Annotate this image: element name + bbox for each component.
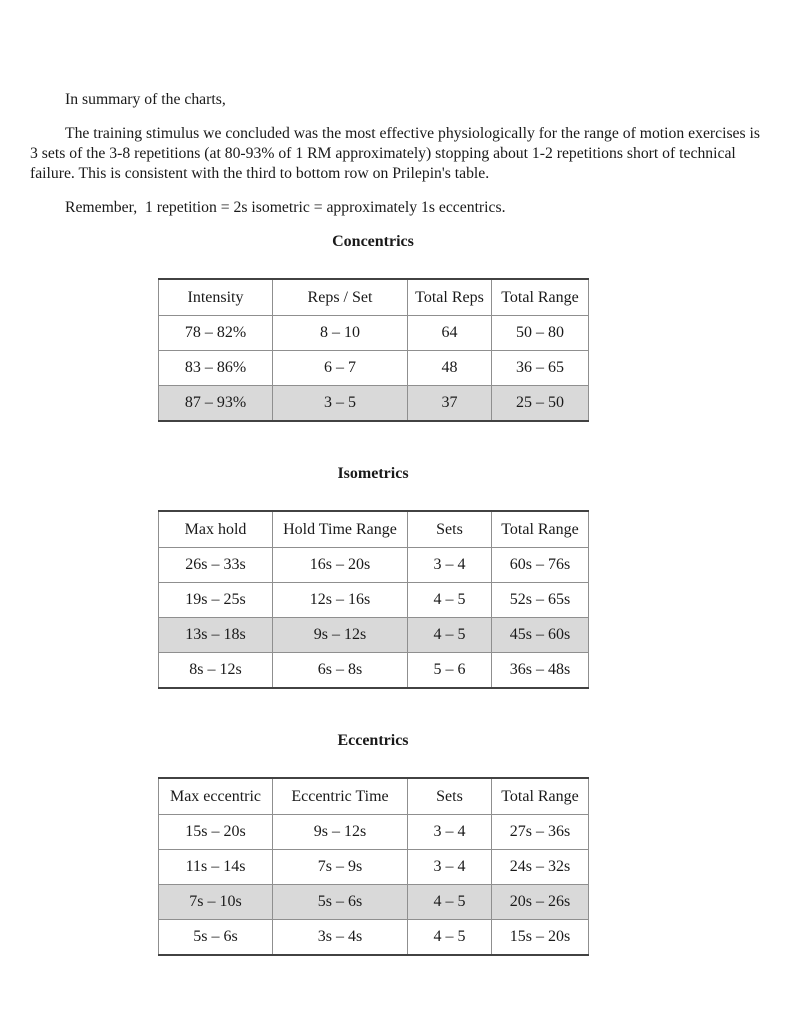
table-cell: 4 – 5 xyxy=(408,885,492,920)
table-row xyxy=(159,885,589,920)
eccentrics-title: Eccentrics xyxy=(337,732,409,749)
header-cell-total-range: Total Range xyxy=(492,511,589,548)
table-cell: 5s – 6s xyxy=(273,885,408,920)
table-cell: 9s – 12s xyxy=(273,815,408,850)
table-cell: 15s – 20s xyxy=(492,920,589,956)
table-row xyxy=(159,815,589,850)
table-row xyxy=(159,386,589,422)
table-cell: 7s – 9s xyxy=(273,850,408,885)
eccentrics-table xyxy=(158,777,589,956)
table-row xyxy=(159,583,589,618)
header-cell-total-range: Total Range xyxy=(492,778,589,815)
table-cell: 20s – 26s xyxy=(492,885,589,920)
table-cell: 45s – 60s xyxy=(492,618,589,653)
table-cell: 36 – 65 xyxy=(492,351,589,386)
table-cell: 11s – 14s xyxy=(159,850,273,885)
table-cell: 3s – 4s xyxy=(273,920,408,956)
isometrics-header-row xyxy=(159,511,589,548)
table-cell: 4 – 5 xyxy=(408,583,492,618)
concentrics-table xyxy=(158,278,589,422)
table-cell: 26s – 33s xyxy=(159,548,273,583)
table-cell: 5 – 6 xyxy=(408,653,492,689)
table-cell: 15s – 20s xyxy=(159,815,273,850)
table-cell: 24s – 32s xyxy=(492,850,589,885)
table-cell: 19s – 25s xyxy=(159,583,273,618)
paragraph-summary: The training stimulus we concluded was the most effective physiologically for the range of motion exercises is 3 sets of the 3-8 repetitions (at 80-93% of 1 RM approximately) stopping about 1-2 repetitions short of technical failure. This is consistent with the third to bottom row on Prilepin's table. xyxy=(30,125,764,182)
table-cell: 48 xyxy=(408,351,492,386)
table-row xyxy=(159,920,589,956)
table-row xyxy=(159,618,589,653)
header-cell-total-range: Total Range xyxy=(492,279,589,316)
table-row xyxy=(159,850,589,885)
table-row xyxy=(159,653,589,689)
table-cell: 9s – 12s xyxy=(273,618,408,653)
table-cell: 60s – 76s xyxy=(492,548,589,583)
header-cell-total-reps: Total Reps xyxy=(408,279,492,316)
table-row xyxy=(159,548,589,583)
table-cell: 83 – 86% xyxy=(159,351,273,386)
table-cell: 3 – 4 xyxy=(408,815,492,850)
concentrics-title: Concentrics xyxy=(332,233,414,250)
table-cell: 4 – 5 xyxy=(408,618,492,653)
header-cell-max-hold: Max hold xyxy=(159,511,273,548)
table-cell: 3 – 4 xyxy=(408,850,492,885)
table-cell: 16s – 20s xyxy=(273,548,408,583)
isometrics-title: Isometrics xyxy=(337,465,409,482)
table-cell: 4 – 5 xyxy=(408,920,492,956)
isometrics-table xyxy=(158,510,589,689)
header-cell-max-eccentric: Max eccentric xyxy=(159,778,273,815)
table-cell: 8 – 10 xyxy=(273,316,408,351)
table-cell: 52s – 65s xyxy=(492,583,589,618)
header-cell-hold-time-range: Hold Time Range xyxy=(273,511,408,548)
paragraph-reminder: Remember, 1 repetition = 2s isometric = approximately 1s eccentrics. xyxy=(65,199,506,216)
table-cell: 64 xyxy=(408,316,492,351)
table-cell: 37 xyxy=(408,386,492,422)
paragraph-intro: In summary of the charts, xyxy=(65,91,226,108)
table-cell: 36s – 48s xyxy=(492,653,589,689)
header-cell-eccentric-time: Eccentric Time xyxy=(273,778,408,815)
table-row xyxy=(159,316,589,351)
table-cell: 7s – 10s xyxy=(159,885,273,920)
table-cell: 8s – 12s xyxy=(159,653,273,689)
eccentrics-header-row xyxy=(159,778,589,815)
table-cell: 6s – 8s xyxy=(273,653,408,689)
table-cell: 78 – 82% xyxy=(159,316,273,351)
table-cell: 13s – 18s xyxy=(159,618,273,653)
header-cell-reps-per-set: Reps / Set xyxy=(273,279,408,316)
header-cell-sets: Sets xyxy=(408,511,492,548)
table-cell: 87 – 93% xyxy=(159,386,273,422)
table-cell: 50 – 80 xyxy=(492,316,589,351)
table-cell: 5s – 6s xyxy=(159,920,273,956)
header-cell-intensity: Intensity xyxy=(159,279,273,316)
table-cell: 3 – 5 xyxy=(273,386,408,422)
table-cell: 12s – 16s xyxy=(273,583,408,618)
table-cell: 25 – 50 xyxy=(492,386,589,422)
table-cell: 27s – 36s xyxy=(492,815,589,850)
table-cell: 3 – 4 xyxy=(408,548,492,583)
table-cell: 6 – 7 xyxy=(273,351,408,386)
table-row xyxy=(159,351,589,386)
header-cell-sets: Sets xyxy=(408,778,492,815)
concentrics-header-row xyxy=(159,279,589,316)
